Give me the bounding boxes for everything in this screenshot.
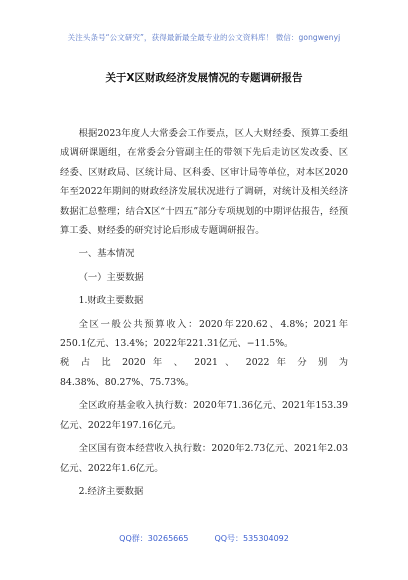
item-heading-fiscal-data: 1.财政主要数据 [78,295,144,307]
paragraph-government-fund-revenue: 全区政府基金收入执行数：2020年71.36亿元、2021年153.39亿元、2022年197.16亿元。 [60,400,348,431]
subsection-heading-main-data: （一）主要数据 [78,271,144,283]
paragraph-tax-ratio-values: 84.38%、80.27%、75.73%。 [60,376,195,388]
section-heading-basic-situation: 一、基本情况 [78,248,135,260]
item-heading-economic-data: 2.经济主要数据 [78,485,144,497]
paragraph-state-capital-revenue: 全区国有资本经营收入执行数：2020年2.73亿元、2021年2.03亿元、2022年1.6亿元。 [60,443,348,474]
header-promo-note: 关注头条号“公文研究”，获得最新最全最专业的公文资料库！ 微信：gongwenyj [67,33,341,42]
paragraph-general-budget-revenue: 全区一般公共预算收入：2020年220.62、4.8%；2021年250.1亿元、13.4%；2022年221.31亿元、−11.5%。 [60,318,348,350]
footer-contact [0,533,408,544]
document-body [60,124,348,501]
footer-qq-group: QQ群：30265665 [119,534,189,543]
footer-qq-number: QQ号：535304092 [214,534,289,543]
intro-paragraph: 根据2023年度人大常委会工作要点，区人大财经委、预算工委组成调研课题组，在常委会分管副主任的带领下先后走访区发改委、区经委、区财政局、区统计局、区科委、区审计局等单位，对本区2020年至2022年期间的财政经济发展状况进行了调研，对统计及相关经济数据汇总整理；结合X区“十四五”部分专项规划的中期评估报告，经预算工委、财经委的研究讨论后形成专题调研报告。 [60,128,348,237]
paragraph-tax-ratio-line: 税 占 比 2020 年 、 2021 、 2022 年 分 别 为 [60,357,348,369]
document-title: 关于X区财政经济发展情况的专题调研报告 [105,72,303,84]
